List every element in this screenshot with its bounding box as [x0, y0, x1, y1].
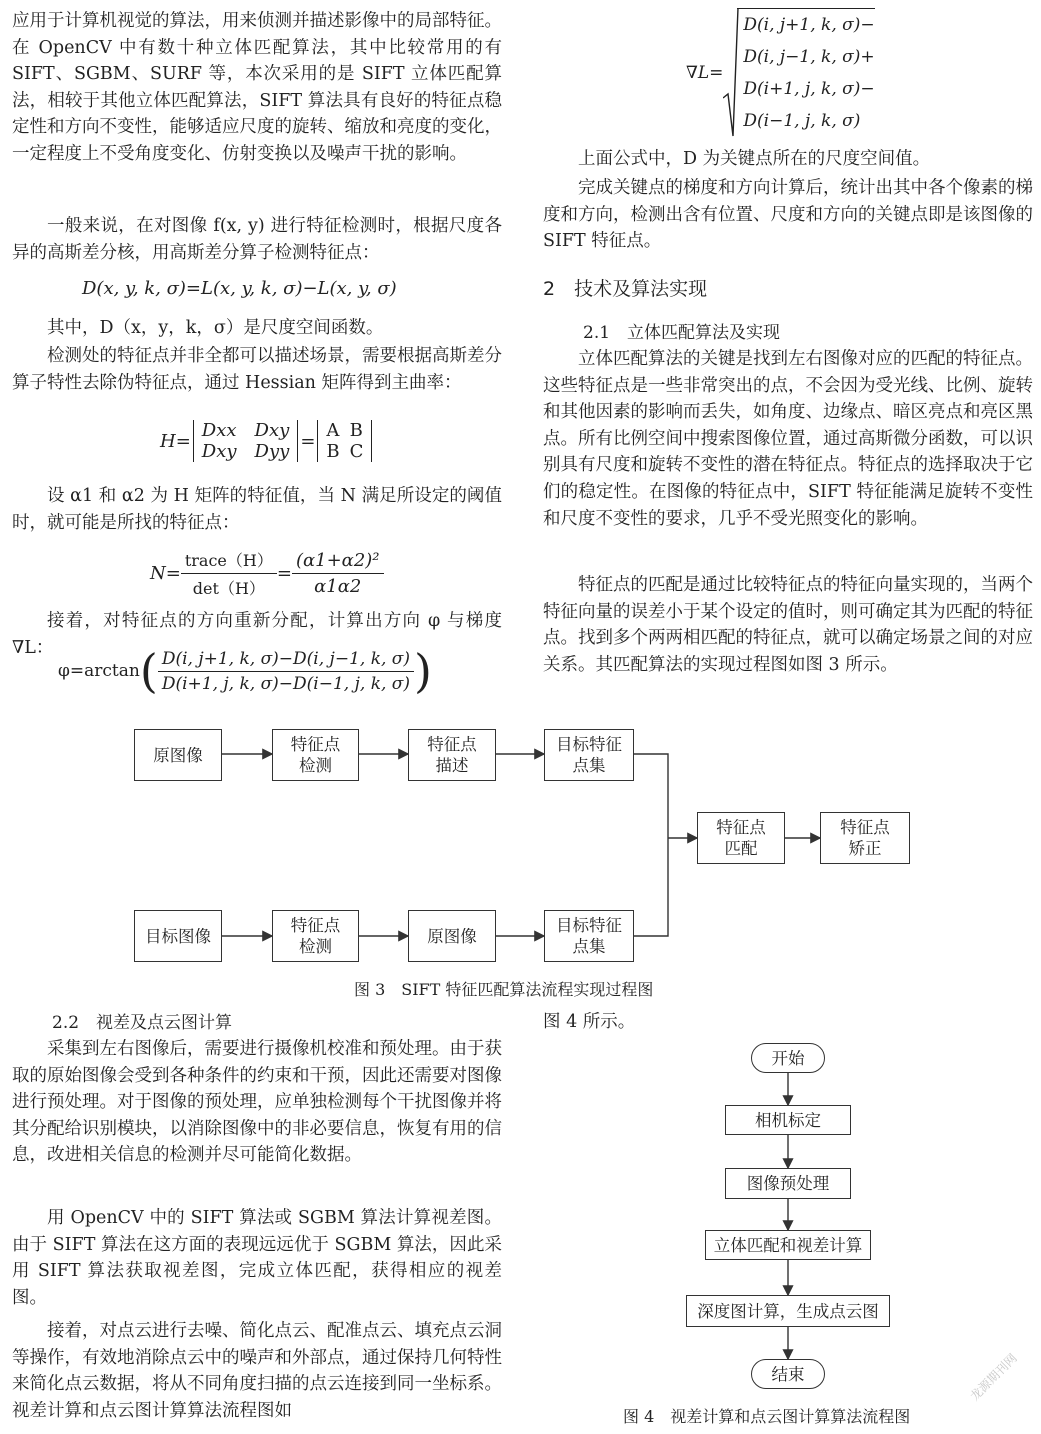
matrix-cell: Dxx [201, 420, 237, 441]
box-label: 目标特征 点集 [556, 735, 622, 775]
fig3-box-target-set [544, 729, 634, 781]
matrix-cell: A [326, 420, 340, 441]
fig4-step-preprocess: 图像预处理 [725, 1168, 851, 1199]
denominator: α1α2 [314, 576, 362, 597]
equation-hessian: H= Dxx Dxy Dxy Dyy = A B B C [160, 412, 372, 470]
sqrt-row: D(i, j−1, k, σ)+ [743, 47, 875, 67]
fig3-box-correct [820, 812, 910, 864]
paragraph: 特征点的匹配是通过比较特征点的特征向量实现的，当两个特征向量的误差小于某个设定的值时，则可确定其为匹配的特征点。找到多个两两相匹配的特征点，就可以确定场景之间的对应关系。其匹配算法的实现过程图如图 3 所示。 [543, 575, 1033, 675]
matrix-cell: B [326, 441, 340, 462]
paragraph: 接着，对点云进行去噪、简化点云、配准点云、填充点云洞等操作，有效地消除点云中的噪声和外部点，通过保持几何特性来简化点云数据，将从不同角度扫描的点云连接到同一坐标系。视差计算和点云图计算算法流程图如 [12, 1321, 502, 1421]
numerator: D(i, j+1, k, σ)−D(i, j−1, k, σ) [158, 649, 414, 672]
paragraph: 应用于计算机视觉的算法，用来侦测并描述影像中的局部特征。在 OpenCV 中有数十种立体匹配算法，其中比较常用的有 SIFT、SGBM、SURF 等，本次采用的是 SIFT 立体匹配算法，相较于其他立体匹配算法，SIFT 算法具有良好的特征点稳定性和方向不变性，能够适应尺度的旋转、缩放和亮度的变化，一定程度上不受角度变化、仿射变换以及噪声干扰的影响。 [12, 11, 502, 164]
matrix-cell: B [349, 420, 363, 441]
numerator: (α1+α2)² [292, 550, 384, 574]
matrix-cell: C [349, 441, 364, 462]
paragraph: 采集到左右图像后，需要进行摄像机校准和预处理。由于获取的原始图像会受到各种条件的约束和干预，因此还需要对图像进行预处理。对于图像的预处理，应单独检测每个干扰图像并将其分配给识别模块，以消除图像中的非必要信息，恢复有用的信息，改进相关信息的检测并尽可能简化数据。 [12, 1039, 502, 1166]
denominator: D(i+1, j, k, σ)−D(i−1, j, k, σ) [161, 673, 411, 694]
eq-lhs: φ=arctan [58, 661, 140, 681]
fig3-caption: 图 3 SIFT 特征匹配算法流程实现过程图 [354, 980, 654, 999]
eq-lhs: H= [160, 430, 191, 452]
denominator: det（H） [192, 579, 265, 598]
equation-dog: D(x, y, k, σ)=L(x, y, k, σ)−L(x, y, σ) [82, 278, 397, 299]
section-heading: 2 技术及算法实现 [543, 278, 708, 300]
paragraph: 一般来说，在对图像 f(x, y) 进行特征检测时，根据尺度各异的高斯差分核，用高斯差分算子检测特征点： [12, 216, 502, 263]
fig3-box-target-set [544, 910, 634, 962]
fig3-box-detect [272, 910, 359, 962]
paragraph: 设 α1 和 α2 为 H 矩阵的特征值，当 N 满足所设定的阈值时，就可能是所找的特征点： [12, 486, 502, 533]
box-label: 特征点 检测 [290, 916, 341, 956]
paragraph: 接着，对特征点的方向重新分配，计算出方向 φ 与梯度∇L： [12, 611, 502, 658]
fig3-box-target-image: 目标图像 [134, 910, 222, 962]
fig3-box-source-image: 原图像 [134, 729, 222, 781]
box-label: 特征点 矫正 [840, 818, 890, 858]
equation-phi: φ=arctan ( $\frac{D(i, j+1, k, \sigma)-D(i, j-1, k, \sigma)}{D(i+1, j, k, \sigma)-D(i-1, j, k, \sigma)}$ ) [58, 644, 432, 698]
numerator: trace（H） [181, 548, 277, 574]
fig4-step-depth-pointcloud: 深度图计算，生成点云图 [686, 1295, 890, 1327]
paragraph: 立体匹配算法的关键是找到左右图像对应的匹配的特征点。这些特征点是一些非常突出的点，不会因为受光线、比例、旋转和其他因素的影响而丢失，如角度、边缘点、暗区亮点和亮区黑点。所有比例空间中搜索图像位置，通过高斯微分函数，可以识别具有尺度和旋转不变性的潜在特征点。特征点的选择取决于它们的稳定性。在图像的特征点中，SIFT 特征能满足旋转不变性和尺度不变性的要求，几乎不受光照变化的影响。 [543, 349, 1033, 529]
eq-lhs: N= [150, 563, 181, 584]
paragraph: 检测处的特征点并非全都可以描述场景，需要根据高斯差分算子特性去除伪特征点，通过 Hessian 矩阵得到主曲率： [12, 346, 502, 393]
eq-lhs: ∇L= [686, 62, 724, 83]
equation-n: N= $\frac{\text{trace（H）}}{\det(H)}$ = $\frac{\text{(α1+α2)²}}{\alpha 1\alpha 2}$ [150, 548, 384, 599]
fig4-step-calibration: 相机标定 [725, 1105, 851, 1135]
box-label: 特征点 检测 [290, 735, 341, 775]
sqrt-row: D(i−1, j, k, σ) [743, 111, 861, 131]
fig4-caption: 图 4 视差计算和点云图计算算法流程图 [623, 1407, 911, 1426]
box-label: 目标特征 点集 [556, 916, 622, 956]
paragraph: 用 OpenCV 中的 SIFT 算法或 SGBM 算法计算视差图。由于 SIFT 算法在这方面的表现远远优于 SGBM 算法，因此采用 SIFT 算法获取视差图，完成立体匹配，获得相应的视差图。 [12, 1208, 502, 1308]
matrix-cell: Dxy [201, 441, 237, 462]
watermark: 龙源期刊网 [967, 1350, 1020, 1404]
subsection-heading: 2.2 视差及点云图计算 [52, 1013, 233, 1033]
fig4-end: 结束 [751, 1359, 825, 1389]
fig3-box-match [697, 812, 785, 864]
fig4-start: 开始 [751, 1043, 825, 1073]
paragraph-continuation: 图 4 所示。 [543, 1012, 636, 1032]
fig3-box-detect [272, 729, 359, 781]
box-label: 特征点 匹配 [716, 818, 766, 858]
paragraph: 其中，D（x，y，k，σ）是尺度空间函数。 [47, 318, 384, 338]
sqrt-row: D(i+1, j, k, σ)− [743, 79, 875, 99]
box-label: 特征点 描述 [427, 735, 477, 775]
subsection-heading: 2.1 立体匹配算法及实现 [583, 323, 781, 343]
sqrt-row: D(i, j+1, k, σ)− [743, 15, 875, 35]
matrix-cell: Dyy [254, 441, 290, 462]
paragraph: 上面公式中，D 为关键点所在的尺度空间值。 [578, 149, 931, 169]
fig3-box-source-image: 原图像 [408, 910, 496, 962]
paragraph: 完成关键点的梯度和方向计算后，统计出其中各个像素的梯度和方向，检测出含有位置、尺度和方向的关键点即是该图像的 SIFT 特征点。 [543, 178, 1033, 252]
fig4-step-stereo-match: 立体匹配和视差计算 [705, 1230, 871, 1260]
fig3-box-describe [408, 729, 496, 781]
matrix-cell: Dxy [254, 420, 290, 441]
